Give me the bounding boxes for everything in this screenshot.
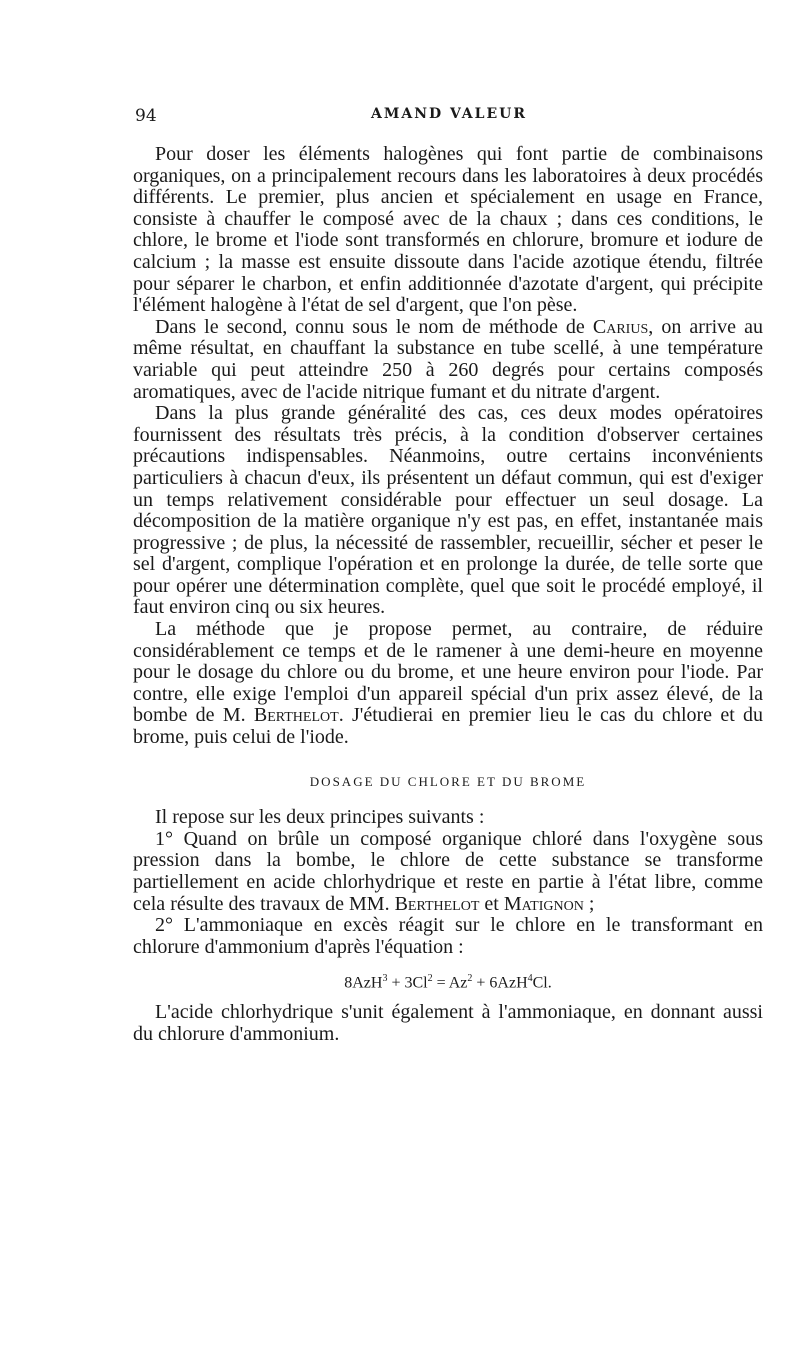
equation-subscript: 4 bbox=[527, 973, 533, 985]
paragraph-principle-2: 2° L'ammoniaque en excès réagit sur le chlore en le transformant en chlorure d'ammonium d'après l'équation : bbox=[133, 914, 763, 958]
chemical-equation bbox=[133, 968, 763, 994]
equation-subscript: 2 bbox=[467, 973, 473, 985]
equation-term: Cl. bbox=[532, 974, 552, 992]
text-segment: La méthode que je propose permet, au contraire, de réduire considérablement ce temps et de le ramener à une demi-heure en moyenne pour le dosage du chlore ou du brome, et une heure environ pour l'iode. Par contre, elle exige l'emploi d'un appareil spécial d'un prix assez élevé, de la bombe de M. bbox=[133, 618, 763, 727]
body-text bbox=[133, 144, 763, 1045]
paragraph-principle-1 bbox=[133, 829, 763, 915]
author-name-berthelot: Berthelot bbox=[253, 704, 339, 727]
equation-term: = Az bbox=[432, 974, 468, 992]
text-segment: 1° Quand on brûle un composé organique chloré dans l'oxygène sous pression dans la bombe, le chlore de cette substance se transforme partiellement en acide chlorhydrique et reste en partie à l'état libre, comme cela résulte des travaux de MM. bbox=[133, 827, 763, 915]
author-name-berthelot: Berthelot bbox=[394, 892, 480, 915]
paragraph-halogen-methods: Pour doser les éléments halogènes qui font partie de combinaisons organiques, on a principalement recours dans les laboratoires à deux procédés différents. Le premier, plus ancien et spécialement en usage en France, consiste à chauffer le composé avec de la chaux ; dans ces conditions, le chlore, le brome et l'iode sont transformés en chlorure, bromure et iodure de calcium ; la masse est ensuite dissoute dans l'acide azotique étendu, filtrée pour séparer le charbon, et enfin additionnée d'azotate d'argent, qui précipite l'élément halogène à l'état de sel d'argent, que l'on pèse. bbox=[133, 143, 763, 317]
text-segment: . J'étudierai en premier lieu le cas du chlore et du brome, puis celui de l'iode. bbox=[133, 704, 764, 749]
equation-term: + 3Cl bbox=[387, 974, 428, 992]
paragraph-proposed-method bbox=[133, 619, 763, 749]
paragraph-principles-intro: Il repose sur les deux principes suivants : bbox=[155, 806, 485, 829]
equation-subscript: 3 bbox=[382, 973, 388, 985]
page-header bbox=[135, 106, 763, 126]
paragraph-hydrochloric-acid: L'acide chlorhydrique s'unit également à l'ammoniaque, en donnant aussi du chlorure d'ammonium. bbox=[133, 1001, 763, 1045]
text-segment: , on arrive au même résultat, en chauffant la substance en tube scellé, à une température variable qui peut atteindre 250 à 260 degrés pour certains composés aromatiques, avec de l'acide nitrique fumant et du nitrate d'argent. bbox=[133, 315, 763, 403]
author-name-matignon: Matignon bbox=[503, 892, 584, 915]
text-segment: Dans le second, connu sous le nom de méthode de bbox=[155, 315, 593, 338]
author-name-carius: Carius bbox=[592, 315, 649, 338]
paragraph-drawbacks: Dans la plus grande généralité des cas, ces deux modes opératoires fournissent des résultats très précis, à la condition d'observer certaines précautions indispensables. Néanmoins, outre certains inconvénients particuliers à chacun d'eux, ils présentent un défaut commun, qui est d'exiger un temps relativement considérable pour effectuer un seul dosage. La décomposition de la matière organique n'y est pas, en effet, instantanée mais progressive ; de plus, la nécessité de rassembler, recueillir, sécher et peser le sel d'argent, complique l'opération et en prolonge la durée, de telle sorte que pour opérer une détermination complète, quel que soit le procédé employé, il faut environ cinq ou six heures. bbox=[133, 402, 763, 619]
equation-term: 8AzH bbox=[344, 974, 383, 992]
equation-subscript: 2 bbox=[427, 973, 433, 985]
equation-term: + 6AzH bbox=[472, 974, 528, 992]
section-heading: DOSAGE DU CHLORE ET DU BROME bbox=[309, 773, 587, 789]
running-title: AMAND VALEUR bbox=[370, 106, 528, 122]
paragraph-carius-method bbox=[133, 317, 763, 403]
text-segment: ; bbox=[583, 892, 595, 915]
page-number: 94 bbox=[135, 106, 157, 126]
text-segment: et bbox=[479, 892, 504, 915]
